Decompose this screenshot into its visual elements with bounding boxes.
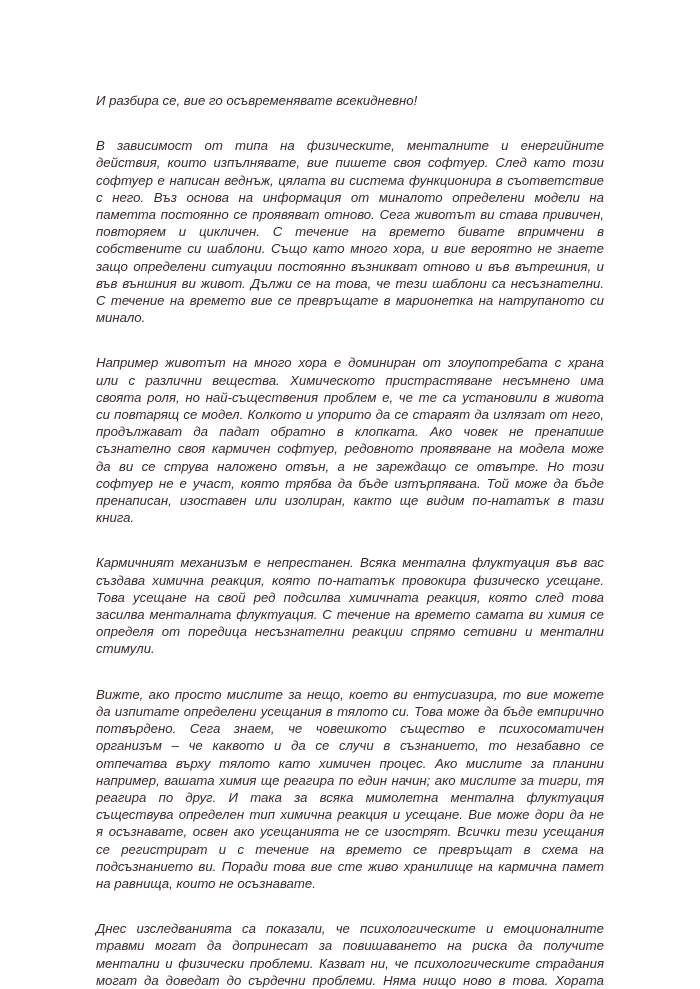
text-line: Днес изследванията са показали, че психологическите и емоционалните <box>96 921 604 937</box>
text-line: съществува определен тип химична реакция и усещане. Вие може дори да не <box>96 807 604 823</box>
text-line: например, вашата химия ще реагира по един начин; ако мислите за тигри, тя <box>96 772 604 788</box>
document-body <box>96 92 604 989</box>
text-line: В зависимост от типа на физическите, менталните и енергийните <box>96 138 604 154</box>
text-line: създава химична реакция, която по-нататък провокира физическо усещане. <box>96 572 604 588</box>
text-line: С течение на времето вие се превръщате в марионетка на натрупаното си <box>96 293 604 309</box>
paragraph-2 <box>96 137 604 326</box>
text-line: Това усещане на свой ред подсилва химичната реакция, която след това <box>96 589 604 605</box>
text-line: стимули. <box>96 641 155 657</box>
text-line: продължават да падат обратно в клопката. Ако човек не пренапише <box>96 424 604 440</box>
text-line: софтуер не е участ, която трябва да бъде изтърпявана. Той може да бъде <box>96 475 604 491</box>
text-line: повторяем и цикличен. С течение на времето бивате впримчени в <box>96 224 604 240</box>
text-line: И разбира се, вие го осъвременявате всекидневно! <box>96 93 418 108</box>
paragraph-6 <box>96 920 604 989</box>
text-line: определя от поредица несъзнателни реакции спрямо сетивни и ментални <box>96 624 604 640</box>
text-line: минало. <box>96 310 146 326</box>
text-line: собствените си шаблони. Също като много хора, и вие вероятно не знаете <box>96 241 604 257</box>
text-line: паметта постоянно се проявяват отново. Сега животът ви става привичен, <box>96 207 604 223</box>
paragraph-4 <box>96 554 604 657</box>
paragraph-5 <box>96 686 604 892</box>
text-line: засилва менталната флуктуация. С течение на времето самата ви химия се <box>96 607 604 623</box>
text-line: ментални и физически проблеми. Казват ни, че психологическите страдания <box>96 955 604 971</box>
text-line: с него. Въз основа на информация от миналото определени модели на <box>96 189 604 205</box>
text-line: своята роля, но най-съществения проблем е, че те са установили в живота <box>96 389 604 405</box>
text-line: да изпитате определени усещания в тялото си. Това може да бъде емпирично <box>96 703 604 719</box>
text-line: или с различни вещества. Химическото пристрастяване несъмнено има <box>96 372 604 388</box>
text-line: действия, които изпълнявате, вие пишете своя софтуер. След като този <box>96 155 604 171</box>
paragraph-3 <box>96 354 604 526</box>
paragraph-1 <box>96 92 604 109</box>
text-line: я осъзнавате, освен ако усещанията не се изострят. Всички тези усещания <box>96 824 604 840</box>
text-line: да ви се струва наложено отвън, а не зареждащо се отвътре. Но този <box>96 458 604 474</box>
text-line: могат да доведат до сърдечни проблеми. Няма нищо ново в това. Хората <box>96 972 604 988</box>
text-line: потвърдено. Сега знаем, че човешкото същество е психосоматичен <box>96 721 604 737</box>
text-line: реагира по друг. И така за всяка мимолетна ментална флуктуация <box>96 789 604 805</box>
text-line: защо определени ситуации постоянно възникват отново и във вътрешния, и <box>96 258 604 274</box>
text-line: софтуер е написан веднъж, цялата ви система функционира в съответствие <box>96 172 604 188</box>
text-line: Например животът на много хора е доминиран от злоупотребата с храна <box>96 355 604 371</box>
text-line: подсъзнанието ви. Поради това вие сте живо хранилище на кармична памет <box>96 858 604 874</box>
text-line: Кармичният механизъм е непрестанен. Всяка ментална флуктуация във вас <box>96 555 604 571</box>
text-line: на равнища, които не осъзнавате. <box>96 875 316 891</box>
text-line: книга. <box>96 510 135 526</box>
text-line: си повтарящ се модел. Колкото и упорито да се стараят да излязат от него, <box>96 407 604 423</box>
text-line: отпечатва върху тялото като химичен процес. Ако мислите за планини <box>96 755 604 771</box>
text-line: травми могат да допринесат за повишаването на риска да получите <box>96 938 604 954</box>
text-line: Вижте, ако просто мислите за нещо, което ви ентусиазира, то вие можете <box>96 686 604 702</box>
text-line: се регистрират и с течение на времето се превръщат в схема на <box>96 841 604 857</box>
text-line: пренаписан, изоставен или изолиран, както ще видим по-нататък в тази <box>96 493 604 509</box>
text-line: организъм – че каквото и да се случи в съзнанието, то незабавно се <box>96 738 604 754</box>
text-line: съзнателно своя кармичен софтуер, редовното проявяване на модела може <box>96 441 604 457</box>
text-line: във външния ви живот. Дължи се на това, че тези шаблони са несъзнателни. <box>96 275 604 291</box>
